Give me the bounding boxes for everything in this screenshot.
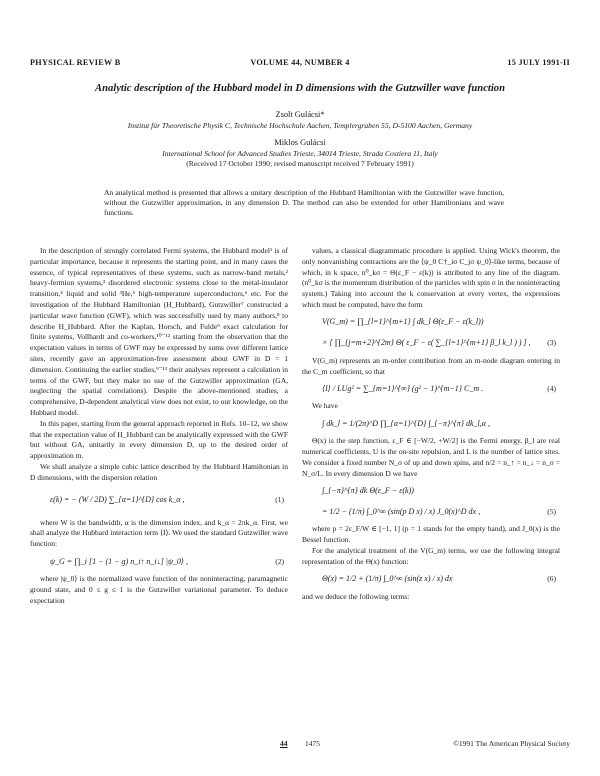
paragraph: For the analytical treatment of the V(G_m) terms, we use the following integral representation of the Θ(x) function: xyxy=(302,545,560,566)
equation-body: ∫ dk_l = 1/(2π)^D ∏_{α=1}^{D} ∫_{−π}^{π} dk_l,α , xyxy=(322,418,490,428)
equation-body: ψ_G = ∏_i [1 − (1 − g) n_i↑ n_i↓] |ψ_0⟩ , xyxy=(50,556,189,566)
author-2-name: Miklos Gulácsi xyxy=(274,138,326,147)
paragraph: We shall analyze a simple cubic lattice described by the Hubbard Hamiltonian in D dimensions, with the dispersion relation xyxy=(30,461,288,482)
equation-body: ⟨I⟩ / LUg² = ∑_{m=1}^{∞} (g² − 1)^{m−1} C_m . xyxy=(322,383,484,393)
equation-number: (5) xyxy=(547,506,556,516)
footer-volume: 44 xyxy=(280,739,288,748)
equation-6 xyxy=(302,571,560,589)
paragraph: where W is the bandwidth, α is the dimension index, and k_α = 2πk_α. First, we shall analyze the Hubbard interaction term ⟨I⟩. We used the standard Gutzwiller wave function: xyxy=(30,517,288,549)
equation-body: V(G_m) = ∏_{l=1}^{m+1} ∫ dk_l Θ(ε_F − ε(k_l)) xyxy=(322,317,484,327)
right-column xyxy=(302,246,560,602)
equation-3-line-2 xyxy=(302,335,560,353)
equation-number: (1) xyxy=(275,495,284,505)
equation-body: = 1/2 − (1/π) ∫_0^∞ (sin(p D x) / x) J_0(x)^D dx , xyxy=(322,506,481,516)
equation-body: ε(k) = − (W / 2D) ∑_{α=1}^{D} cos k_α , xyxy=(50,495,185,505)
equation-5-line-1 xyxy=(302,482,560,500)
equation-body: ∫_{−π}^{π} dk Θ(ε_F − ε(k)) xyxy=(322,485,414,495)
paragraph: where |ψ_0⟩ is the normalized wave function of the noninteracting, paramagnetic ground state, and 0 ≤ g ≤ 1 is the Gutzwiller variational parameter. To deduce expectation xyxy=(30,573,288,605)
running-header xyxy=(30,58,570,72)
intro-paragraph: In the description of strongly correlated Fermi systems, the Hubbard model¹ is of particular importance, because it represents the starting point, and in many cases the essence, of typical representatives of these systems, such as narrow-band metals,² heavy-fermion systems,³ disordered electronic systems close to the metal-insulator transition,⁴ liquid and solid ³He,⁵ high-temperature superconductors,⁶ etc. For the investigation of the Hubbard Hamiltonian (H_Hubbard), Gutzwiller⁷ constructed a particular wave function (GWF), which was successfully used by many authors,⁸ to describe H_Hubbard. After the Kaplan, Horsch, and Fulde⁹ exact calculation for finite systems, Vollhardt and co-workers,¹⁰⁻¹² starting from the observation that the expectation values in terms of GWF may be expressed by sums over different lattice sites, recently gave an approximation-free assessment about GWF in D = 1 dimension. Continuing the earlier studies,⁹⁻¹³ their analyses represent a calculation in terms of the GWF, but they make no use of the Gutzwiller approximation (GA, neglecting the spatial correlations). Despite the above-mentioned studies, a comprehensive, D-dependent analytical view does not exist, to our knowledge, on the Hubbard model. xyxy=(30,246,288,417)
paragraph: values, a classical diagrammatic procedure is applied. Using Wick's theorem, the only nonvanishing contractions are the ⟨ψ_0 C†_iσ C_jσ ψ_0⟩-like terms, because of which, in k space, n⁰_kσ = Θ(ε_F − ε(k)) is attributed to any line of the diagram. (n⁰_kσ is the momentum distribution of the particles with spin σ in the noninteracting system.) Taking into account the k conservation at every vertex, the expressions which must be computed, have the form xyxy=(302,246,560,309)
left-column xyxy=(30,246,288,606)
abstract: An analytical method is presented that allows a unitary description of the Hubbard Hamiltonian with the Gutzwiller wave function, without the Gutzwiller approximation, in any dimension D. The method can also be extended for other Hamiltonians and wave functions. xyxy=(104,188,504,217)
equation-number: (3) xyxy=(547,338,556,348)
equation-1 xyxy=(30,487,288,515)
equation-integral-measure xyxy=(302,415,560,433)
equation-number: (4) xyxy=(547,383,556,393)
author-1-affiliation: Institut für Theoretische Physik C, Technische Hochschule Aachen, Templergraben 55, D-5100 Aachen, Germany xyxy=(127,121,473,130)
equation-3-line-1 xyxy=(302,314,560,332)
paragraph: where p = 2ε_F/W ∈ [−1, 1] (p = 1 stands for the empty band), and J_0(x) is the Bessel function. xyxy=(302,524,560,545)
issue-date: 15 JULY 1991-II xyxy=(507,58,570,67)
paragraph: We have xyxy=(312,401,338,411)
page-number: 1475 xyxy=(305,739,320,748)
paragraph: V(G_m) represents an m-order contribution from an m-node diagram entering in the C_m coefficient, so that xyxy=(302,355,560,376)
volume-number: VOLUME 44, NUMBER 4 xyxy=(250,58,350,67)
copyright-notice: ©1991 The American Physical Society xyxy=(453,739,570,748)
received-dates: (Received 17 October 1990; revised manuscript received 7 February 1991) xyxy=(186,159,414,168)
equation-2 xyxy=(30,553,288,571)
paper-title: Analytic description of the Hubbard model in D dimensions with the Gutzwiller wave function xyxy=(95,83,505,94)
equation-body: × [ ∏_{j=m+2}^{2m} Θ( ε_F − ε( ∑_{l=1}^{m+1} β_l k_l ) ) ] , xyxy=(322,338,531,348)
paragraph: In this paper, starting from the general approach reported in Refs. 10–12, we show that the expectation value of H_Hubbard can be analytically expressed with the GWF but without GA, unitarily in every dimension D, up to the desired order of approximation m. xyxy=(30,418,288,461)
equation-5-line-2 xyxy=(302,503,560,521)
paragraph: Θ(x) is the step function, ε_F ∈ [−W/2, +W/2] is the Fermi energy, β_l are real numerical coefficients, U is the on-site repulsion, and L is the number of lattice sites. We consider a fixed number N_σ of up and down spins, and n/2 = n_↑ = n_↓ = n_σ = N_σ/L. In every dimension D we have xyxy=(302,436,560,478)
equation-body: Θ(x) = 1/2 + (1/π) ∫_0^∞ (sin(z x) / x) dx xyxy=(322,574,453,584)
equation-number: (6) xyxy=(547,574,556,584)
page-footer xyxy=(30,739,570,751)
journal-name: PHYSICAL REVIEW B xyxy=(30,58,121,67)
equation-number: (2) xyxy=(275,556,284,566)
author-2-affiliation: International School for Advanced Studies Trieste, 34014 Trieste, Strada Costiera 11, Italy xyxy=(162,149,438,158)
paragraph: and we deduce the following terms: xyxy=(302,591,410,601)
author-1-name: Zsolt Gulácsi* xyxy=(275,110,325,119)
equation-4 xyxy=(302,380,560,398)
